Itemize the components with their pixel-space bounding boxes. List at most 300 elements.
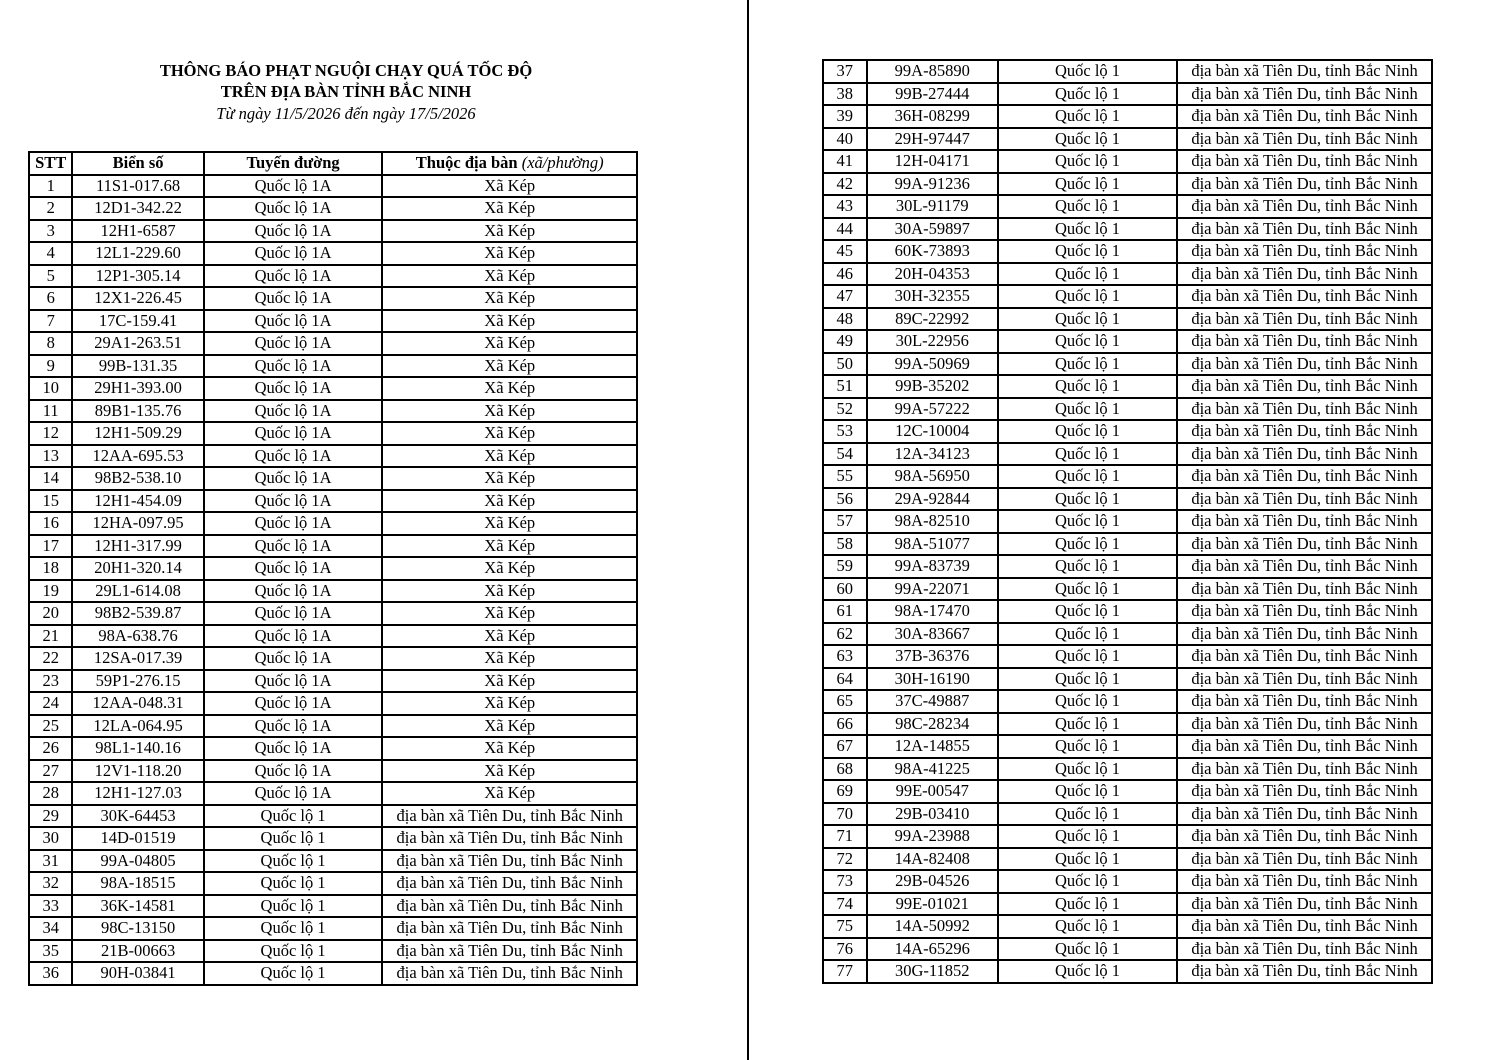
cell-area: địa bàn xã Tiên Du, tỉnh Bắc Ninh (1177, 780, 1432, 803)
cell-area: Xã Kép (382, 512, 637, 535)
cell-stt: 19 (29, 580, 72, 603)
cell-stt: 14 (29, 467, 72, 490)
table-row (29, 175, 637, 198)
cell-plate: 29A1-263.51 (72, 332, 203, 355)
table-row (823, 870, 1432, 893)
cell-plate: 99A-50969 (867, 353, 999, 376)
cell-route: Quốc lộ 1A (204, 175, 383, 198)
cell-plate: 20H-04353 (867, 263, 999, 286)
cell-stt: 48 (823, 308, 867, 331)
cell-route: Quốc lộ 1 (998, 128, 1177, 151)
cell-route: Quốc lộ 1A (204, 287, 383, 310)
cell-plate: 14A-82408 (867, 848, 999, 871)
table-row (29, 197, 637, 220)
cell-stt: 51 (823, 375, 867, 398)
cell-plate: 14A-50992 (867, 915, 999, 938)
cell-plate: 98C-28234 (867, 713, 999, 736)
cell-plate: 90H-03841 (72, 962, 203, 985)
cell-plate: 12H1-6587 (72, 220, 203, 243)
cell-route: Quốc lộ 1 (998, 240, 1177, 263)
cell-stt: 54 (823, 443, 867, 466)
cell-plate: 99E-00547 (867, 780, 999, 803)
cell-stt: 52 (823, 398, 867, 421)
cell-plate: 12V1-118.20 (72, 760, 203, 783)
cell-area: Xã Kép (382, 670, 637, 693)
cell-route: Quốc lộ 1A (204, 647, 383, 670)
cell-plate: 99A-91236 (867, 173, 999, 196)
cell-plate: 89C-22992 (867, 308, 999, 331)
cell-plate: 99A-83739 (867, 555, 999, 578)
cell-route: Quốc lộ 1 (998, 510, 1177, 533)
cell-area: địa bàn xã Tiên Du, tỉnh Bắc Ninh (1177, 173, 1432, 196)
cell-area: địa bàn xã Tiên Du, tỉnh Bắc Ninh (1177, 60, 1432, 83)
cell-route: Quốc lộ 1 (998, 285, 1177, 308)
cell-plate: 99A-57222 (867, 398, 999, 421)
table-row (823, 285, 1432, 308)
cell-stt: 3 (29, 220, 72, 243)
table-row (29, 355, 637, 378)
cell-route: Quốc lộ 1 (998, 218, 1177, 241)
cell-plate: 99A-85890 (867, 60, 999, 83)
cell-plate: 37C-49887 (867, 690, 999, 713)
header-area-note: (xã/phường) (521, 153, 604, 173)
cell-stt: 63 (823, 645, 867, 668)
cell-route: Quốc lộ 1 (998, 443, 1177, 466)
table-row (29, 535, 637, 558)
cell-plate: 99A-04805 (72, 850, 203, 873)
table-row (29, 377, 637, 400)
table-row (823, 938, 1432, 961)
cell-plate: 98A-56950 (867, 465, 999, 488)
cell-area: địa bàn xã Tiên Du, tỉnh Bắc Ninh (1177, 803, 1432, 826)
cell-area: địa bàn xã Tiên Du, tỉnh Bắc Ninh (382, 962, 637, 985)
table-row (29, 512, 637, 535)
cell-plate: 12SA-017.39 (72, 647, 203, 670)
cell-stt: 11 (29, 400, 72, 423)
cell-route: Quốc lộ 1 (998, 83, 1177, 106)
cell-area: địa bàn xã Tiên Du, tỉnh Bắc Ninh (1177, 83, 1432, 106)
cell-area: Xã Kép (382, 175, 637, 198)
cell-area: Xã Kép (382, 287, 637, 310)
header-area-main: Thuộc địa bàn (415, 153, 522, 173)
cell-route: Quốc lộ 1A (204, 377, 383, 400)
cell-area: Xã Kép (382, 737, 637, 760)
table-row (29, 220, 637, 243)
table-row (823, 263, 1432, 286)
cell-area: địa bàn xã Tiên Du, tỉnh Bắc Ninh (1177, 960, 1432, 983)
cell-route: Quốc lộ 1A (204, 242, 383, 265)
cell-plate: 21B-00663 (72, 940, 203, 963)
cell-plate: 12A-34123 (867, 443, 999, 466)
cell-stt: 32 (29, 872, 72, 895)
cell-plate: 29B-04526 (867, 870, 999, 893)
cell-plate: 98L1-140.16 (72, 737, 203, 760)
table-row (29, 557, 637, 580)
cell-area: địa bàn xã Tiên Du, tỉnh Bắc Ninh (1177, 443, 1432, 466)
cell-stt: 70 (823, 803, 867, 826)
table-row (29, 400, 637, 423)
cell-stt: 49 (823, 330, 867, 353)
cell-area: địa bàn xã Tiên Du, tỉnh Bắc Ninh (1177, 735, 1432, 758)
cell-stt: 45 (823, 240, 867, 263)
table-row (823, 173, 1432, 196)
cell-area: địa bàn xã Tiên Du, tỉnh Bắc Ninh (1177, 555, 1432, 578)
cell-stt: 9 (29, 355, 72, 378)
table-row (823, 150, 1432, 173)
table-row (823, 105, 1432, 128)
cell-stt: 42 (823, 173, 867, 196)
cell-area: địa bàn xã Tiên Du, tỉnh Bắc Ninh (1177, 825, 1432, 848)
cell-stt: 15 (29, 490, 72, 513)
cell-route: Quốc lộ 1 (998, 578, 1177, 601)
cell-route: Quốc lộ 1A (204, 535, 383, 558)
cell-stt: 12 (29, 422, 72, 445)
cell-plate: 98B2-538.10 (72, 467, 203, 490)
cell-route: Quốc lộ 1 (998, 848, 1177, 871)
cell-area: Xã Kép (382, 242, 637, 265)
cell-area: địa bàn xã Tiên Du, tỉnh Bắc Ninh (1177, 150, 1432, 173)
cell-plate: 20H1-320.14 (72, 557, 203, 580)
cell-area: địa bàn xã Tiên Du, tỉnh Bắc Ninh (382, 805, 637, 828)
cell-plate: 36K-14581 (72, 895, 203, 918)
table-row (29, 602, 637, 625)
document-title-line-1: THÔNG BÁO PHẠT NGUỘI CHẠY QUÁ TỐC ĐỘ (159, 61, 533, 80)
cell-stt: 77 (823, 960, 867, 983)
cell-route: Quốc lộ 1 (204, 850, 383, 873)
cell-route: Quốc lộ 1 (998, 893, 1177, 916)
cell-plate: 12P1-305.14 (72, 265, 203, 288)
cell-stt: 60 (823, 578, 867, 601)
table-row (29, 940, 637, 963)
cell-route: Quốc lộ 1 (998, 825, 1177, 848)
cell-stt: 36 (29, 962, 72, 985)
cell-route: Quốc lộ 1A (204, 490, 383, 513)
cell-area: địa bàn xã Tiên Du, tỉnh Bắc Ninh (1177, 420, 1432, 443)
cell-plate: 98A-18515 (72, 872, 203, 895)
cell-stt: 6 (29, 287, 72, 310)
table-row (29, 895, 637, 918)
cell-route: Quốc lộ 1 (998, 938, 1177, 961)
cell-plate: 30H-32355 (867, 285, 999, 308)
cell-plate: 30A-83667 (867, 623, 999, 646)
cell-stt: 56 (823, 488, 867, 511)
table-row (29, 647, 637, 670)
table-row (823, 690, 1432, 713)
table-row (823, 668, 1432, 691)
table-row (823, 825, 1432, 848)
header-route: Tuyến đường (204, 152, 383, 175)
cell-area: Xã Kép (382, 602, 637, 625)
cell-plate: 89B1-135.76 (72, 400, 203, 423)
cell-stt: 55 (823, 465, 867, 488)
cell-stt: 59 (823, 555, 867, 578)
cell-area: địa bàn xã Tiên Du, tỉnh Bắc Ninh (1177, 645, 1432, 668)
table-row (29, 332, 637, 355)
cell-plate: 29L1-614.08 (72, 580, 203, 603)
cell-route: Quốc lộ 1 (998, 623, 1177, 646)
cell-plate: 99A-22071 (867, 578, 999, 601)
cell-route: Quốc lộ 1 (204, 962, 383, 985)
cell-plate: 60K-73893 (867, 240, 999, 263)
cell-route: Quốc lộ 1 (204, 827, 383, 850)
cell-stt: 29 (29, 805, 72, 828)
cell-stt: 61 (823, 600, 867, 623)
cell-route: Quốc lộ 1 (204, 895, 383, 918)
document-header (28, 60, 664, 126)
cell-area: Xã Kép (382, 467, 637, 490)
cell-plate: 12X1-226.45 (72, 287, 203, 310)
table-row (823, 803, 1432, 826)
table-row (823, 555, 1432, 578)
cell-stt: 20 (29, 602, 72, 625)
cell-route: Quốc lộ 1A (204, 400, 383, 423)
cell-stt: 4 (29, 242, 72, 265)
table-row (823, 533, 1432, 556)
header-plate: Biển số (72, 152, 203, 175)
cell-area: địa bàn xã Tiên Du, tỉnh Bắc Ninh (1177, 195, 1432, 218)
table-row (29, 467, 637, 490)
cell-plate: 12AA-048.31 (72, 692, 203, 715)
table-row (29, 827, 637, 850)
cell-plate: 30G-11852 (867, 960, 999, 983)
cell-area: địa bàn xã Tiên Du, tỉnh Bắc Ninh (1177, 398, 1432, 421)
table-row (823, 60, 1432, 83)
cell-plate: 29A-92844 (867, 488, 999, 511)
cell-area: địa bàn xã Tiên Du, tỉnh Bắc Ninh (1177, 285, 1432, 308)
cell-plate: 14D-01519 (72, 827, 203, 850)
cell-stt: 18 (29, 557, 72, 580)
cell-stt: 7 (29, 310, 72, 333)
cell-route: Quốc lộ 1 (998, 915, 1177, 938)
cell-route: Quốc lộ 1 (998, 105, 1177, 128)
cell-stt: 25 (29, 715, 72, 738)
table-row (29, 692, 637, 715)
date-range: Từ ngày 11/5/2026 đến ngày 17/5/2026 (216, 104, 476, 123)
table-row (823, 308, 1432, 331)
cell-route: Quốc lộ 1 (998, 555, 1177, 578)
cell-route: Quốc lộ 1 (998, 195, 1177, 218)
cell-stt: 71 (823, 825, 867, 848)
cell-route: Quốc lộ 1A (204, 557, 383, 580)
cell-route: Quốc lộ 1A (204, 670, 383, 693)
table-row (823, 600, 1432, 623)
table-row (823, 240, 1432, 263)
cell-area: địa bàn xã Tiên Du, tỉnh Bắc Ninh (1177, 218, 1432, 241)
table-header-row (29, 152, 637, 175)
table-row (823, 780, 1432, 803)
cell-stt: 53 (823, 420, 867, 443)
cell-route: Quốc lộ 1A (204, 310, 383, 333)
cell-plate: 99E-01021 (867, 893, 999, 916)
cell-plate: 12H1-454.09 (72, 490, 203, 513)
violations-table-page-1 (28, 151, 638, 986)
cell-plate: 30L-22956 (867, 330, 999, 353)
cell-plate: 98A-41225 (867, 758, 999, 781)
cell-area: Xã Kép (382, 580, 637, 603)
cell-plate: 12HA-097.95 (72, 512, 203, 535)
table-row (823, 578, 1432, 601)
cell-route: Quốc lộ 1 (998, 150, 1177, 173)
cell-route: Quốc lộ 1 (998, 600, 1177, 623)
table-row (29, 805, 637, 828)
cell-plate: 30H-16190 (867, 668, 999, 691)
cell-area: Xã Kép (382, 692, 637, 715)
table-row (29, 265, 637, 288)
cell-plate: 30A-59897 (867, 218, 999, 241)
cell-plate: 98C-13150 (72, 917, 203, 940)
cell-area: Xã Kép (382, 332, 637, 355)
cell-area: Xã Kép (382, 400, 637, 423)
cell-stt: 57 (823, 510, 867, 533)
cell-plate: 98A-51077 (867, 533, 999, 556)
cell-area: địa bàn xã Tiên Du, tỉnh Bắc Ninh (1177, 353, 1432, 376)
cell-area: địa bàn xã Tiên Du, tỉnh Bắc Ninh (1177, 915, 1432, 938)
cell-area: địa bàn xã Tiên Du, tỉnh Bắc Ninh (1177, 308, 1432, 331)
cell-stt: 72 (823, 848, 867, 871)
cell-area: Xã Kép (382, 355, 637, 378)
cell-area: địa bàn xã Tiên Du, tỉnh Bắc Ninh (1177, 465, 1432, 488)
cell-area: Xã Kép (382, 197, 637, 220)
cell-plate: 98A-82510 (867, 510, 999, 533)
table-row (29, 445, 637, 468)
table-row (823, 488, 1432, 511)
table-row (29, 422, 637, 445)
cell-plate: 12AA-695.53 (72, 445, 203, 468)
cell-stt: 39 (823, 105, 867, 128)
cell-plate: 98A-638.76 (72, 625, 203, 648)
cell-route: Quốc lộ 1 (998, 60, 1177, 83)
cell-route: Quốc lộ 1A (204, 715, 383, 738)
cell-area: Xã Kép (382, 760, 637, 783)
cell-stt: 34 (29, 917, 72, 940)
cell-plate: 98B2-539.87 (72, 602, 203, 625)
cell-area: Xã Kép (382, 445, 637, 468)
table-row (29, 962, 637, 985)
cell-plate: 12H1-127.03 (72, 782, 203, 805)
table-row (823, 398, 1432, 421)
cell-route: Quốc lộ 1 (998, 780, 1177, 803)
cell-stt: 10 (29, 377, 72, 400)
cell-stt: 44 (823, 218, 867, 241)
cell-area: địa bàn xã Tiên Du, tỉnh Bắc Ninh (1177, 375, 1432, 398)
cell-stt: 5 (29, 265, 72, 288)
cell-area: địa bàn xã Tiên Du, tỉnh Bắc Ninh (1177, 533, 1432, 556)
cell-route: Quốc lộ 1 (998, 758, 1177, 781)
table-row (823, 735, 1432, 758)
table-row (823, 375, 1432, 398)
cell-area: Xã Kép (382, 377, 637, 400)
table-row (29, 737, 637, 760)
cell-route: Quốc lộ 1 (998, 330, 1177, 353)
cell-route: Quốc lộ 1 (998, 690, 1177, 713)
cell-stt: 62 (823, 623, 867, 646)
cell-stt: 26 (29, 737, 72, 760)
cell-stt: 37 (823, 60, 867, 83)
cell-area: Xã Kép (382, 220, 637, 243)
cell-route: Quốc lộ 1 (998, 668, 1177, 691)
cell-area: địa bàn xã Tiên Du, tỉnh Bắc Ninh (1177, 938, 1432, 961)
cell-stt: 43 (823, 195, 867, 218)
table-row (823, 465, 1432, 488)
table-row (823, 915, 1432, 938)
cell-route: Quốc lộ 1 (998, 713, 1177, 736)
cell-stt: 31 (29, 850, 72, 873)
cell-area: địa bàn xã Tiên Du, tỉnh Bắc Ninh (1177, 893, 1432, 916)
cell-route: Quốc lộ 1 (998, 353, 1177, 376)
cell-stt: 17 (29, 535, 72, 558)
cell-plate: 29H-97447 (867, 128, 999, 151)
violations-table-page-2 (822, 59, 1433, 984)
cell-route: Quốc lộ 1A (204, 760, 383, 783)
cell-stt: 24 (29, 692, 72, 715)
cell-area: địa bàn xã Tiên Du, tỉnh Bắc Ninh (1177, 623, 1432, 646)
cell-route: Quốc lộ 1 (998, 870, 1177, 893)
cell-stt: 8 (29, 332, 72, 355)
cell-area: địa bàn xã Tiên Du, tỉnh Bắc Ninh (382, 850, 637, 873)
cell-area: địa bàn xã Tiên Du, tỉnh Bắc Ninh (382, 917, 637, 940)
cell-route: Quốc lộ 1 (998, 420, 1177, 443)
cell-area: địa bàn xã Tiên Du, tỉnh Bắc Ninh (1177, 105, 1432, 128)
cell-route: Quốc lộ 1 (998, 263, 1177, 286)
cell-stt: 41 (823, 150, 867, 173)
cell-area: địa bàn xã Tiên Du, tỉnh Bắc Ninh (1177, 330, 1432, 353)
header-stt: STT (29, 152, 72, 175)
cell-area: địa bàn xã Tiên Du, tỉnh Bắc Ninh (1177, 510, 1432, 533)
cell-stt: 68 (823, 758, 867, 781)
cell-plate: 12A-14855 (867, 735, 999, 758)
cell-plate: 99A-23988 (867, 825, 999, 848)
cell-area: Xã Kép (382, 265, 637, 288)
cell-stt: 28 (29, 782, 72, 805)
cell-plate: 98A-17470 (867, 600, 999, 623)
cell-plate: 12D1-342.22 (72, 197, 203, 220)
cell-plate: 12H1-317.99 (72, 535, 203, 558)
table-row (29, 872, 637, 895)
table-row (823, 83, 1432, 106)
table-row (29, 310, 637, 333)
page-divider (747, 0, 749, 1060)
cell-route: Quốc lộ 1A (204, 445, 383, 468)
cell-route: Quốc lộ 1 (204, 940, 383, 963)
cell-stt: 38 (823, 83, 867, 106)
cell-stt: 58 (823, 533, 867, 556)
cell-route: Quốc lộ 1 (998, 803, 1177, 826)
cell-stt: 22 (29, 647, 72, 670)
cell-route: Quốc lộ 1 (998, 465, 1177, 488)
cell-route: Quốc lộ 1A (204, 782, 383, 805)
cell-route: Quốc lộ 1 (998, 308, 1177, 331)
cell-plate: 59P1-276.15 (72, 670, 203, 693)
table-row (823, 420, 1432, 443)
cell-stt: 13 (29, 445, 72, 468)
cell-route: Quốc lộ 1 (998, 533, 1177, 556)
cell-stt: 66 (823, 713, 867, 736)
cell-area: địa bàn xã Tiên Du, tỉnh Bắc Ninh (1177, 690, 1432, 713)
cell-area: Xã Kép (382, 490, 637, 513)
cell-area: Xã Kép (382, 782, 637, 805)
table-row (823, 848, 1432, 871)
table-row (29, 490, 637, 513)
table-row (823, 443, 1432, 466)
cell-area: địa bàn xã Tiên Du, tỉnh Bắc Ninh (1177, 578, 1432, 601)
cell-area: địa bàn xã Tiên Du, tỉnh Bắc Ninh (1177, 488, 1432, 511)
cell-area: địa bàn xã Tiên Du, tỉnh Bắc Ninh (1177, 668, 1432, 691)
cell-area: địa bàn xã Tiên Du, tỉnh Bắc Ninh (1177, 758, 1432, 781)
cell-route: Quốc lộ 1A (204, 422, 383, 445)
cell-route: Quốc lộ 1 (998, 645, 1177, 668)
cell-route: Quốc lộ 1A (204, 512, 383, 535)
cell-route: Quốc lộ 1A (204, 332, 383, 355)
